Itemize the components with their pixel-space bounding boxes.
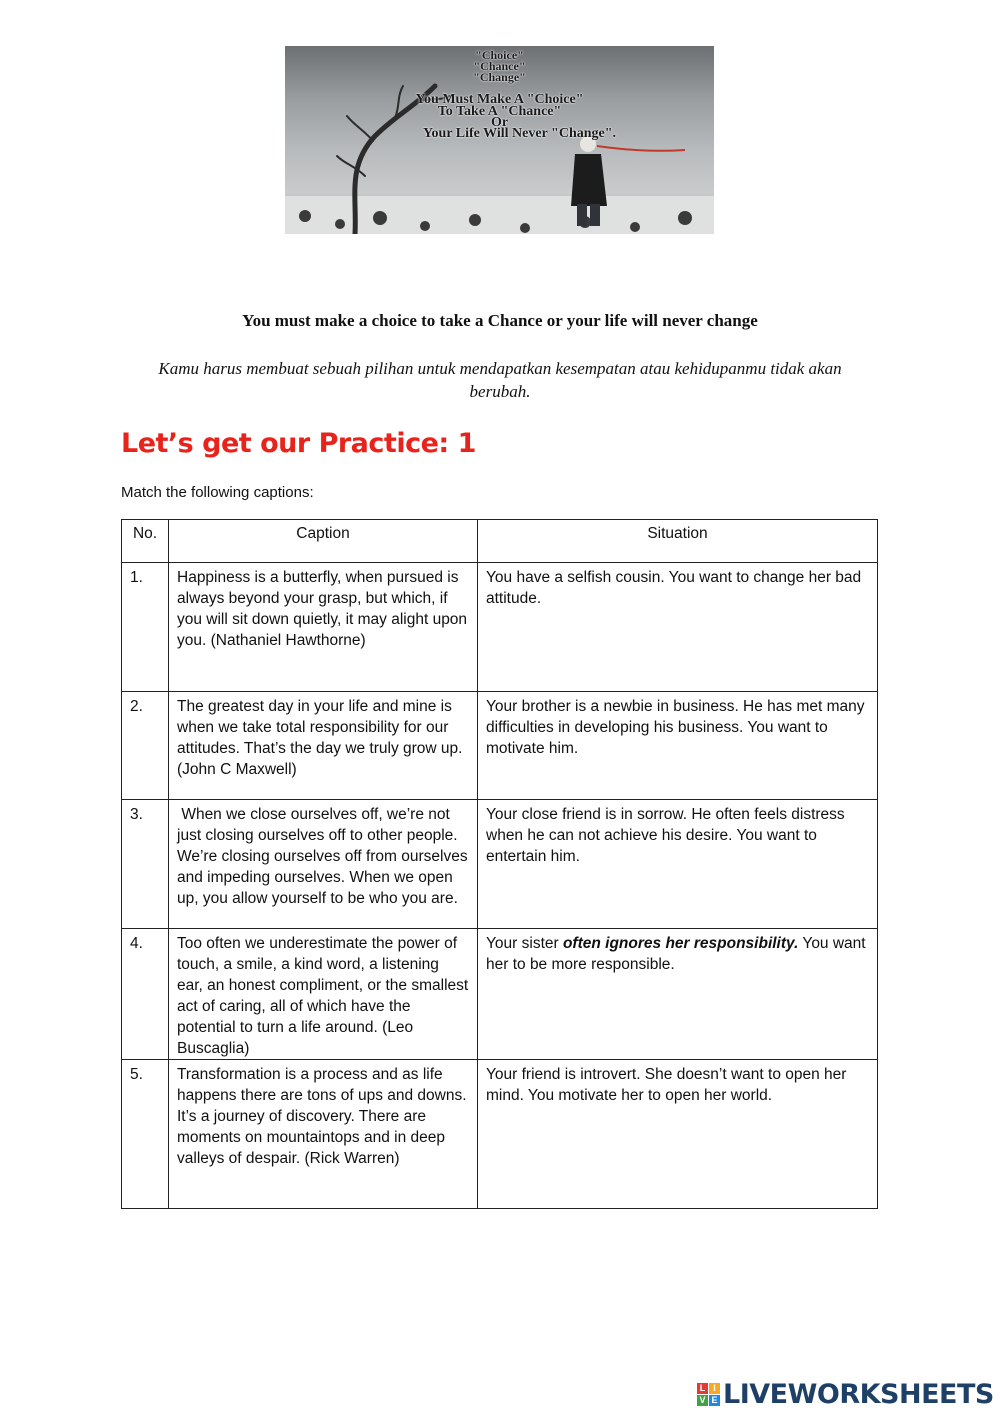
logo-mark-e: E xyxy=(709,1395,720,1406)
instruction-text: Match the following captions: xyxy=(121,484,314,501)
poster-line-2: To Take A "Chance" xyxy=(437,104,562,119)
row-number: 2. xyxy=(122,692,169,800)
caption-cell: Transformation is a process and as life happens there are tons of ups and downs. It’s a journey of discovery. There are moments on mountaintops and in deep valleys of despair. (Rick Warren) xyxy=(169,1060,478,1209)
caption-cell: Too often we underestimate the power of touch, a smile, a kind word, a listening ear, an honest compliment, or the smallest act of caring, all of which have the potential to turn a life around. (Leo Buscaglia) xyxy=(169,929,478,1060)
table-row xyxy=(122,692,878,800)
logo-mark-icon xyxy=(697,1383,720,1406)
poster-line-1: You Must Make A "Choice" xyxy=(415,92,584,107)
header-situation: Situation xyxy=(478,520,878,563)
situation-cell: Your friend is introvert. She doesn’t want to open her mind. You motivate her to open her world. xyxy=(478,1060,878,1209)
matching-table xyxy=(121,519,878,1209)
poster-word-chance: "Chance" xyxy=(473,59,526,73)
situation-cell: Your brother is a newbie in business. He has met many difficulties in developing his business. You want to motivate him. xyxy=(478,692,878,800)
row-number: 1. xyxy=(122,563,169,692)
motivational-poster-image xyxy=(285,46,714,234)
table-row xyxy=(122,800,878,929)
situation-text-start: Your sister xyxy=(486,935,563,952)
table-header-row xyxy=(122,520,878,563)
poster-word-choice: "Choice" xyxy=(475,48,524,62)
table-row xyxy=(122,563,878,692)
poster-word-change: "Change" xyxy=(473,70,526,84)
logo-mark-i: I xyxy=(709,1383,720,1394)
table-row xyxy=(122,929,878,1060)
row-number: 5. xyxy=(122,1060,169,1209)
caption-cell: The greatest day in your life and mine is when we take total responsibility for our attitudes. That’s the day we truly grow up. (John C Maxwell) xyxy=(169,692,478,800)
caption-cell: When we close ourselves off, we’re not just closing ourselves off to other people. We’re closing ourselves off from ourselves and impeding ourselves. When we open up, you allow yourself to be who you are. xyxy=(169,800,478,929)
poster-line-3: Or xyxy=(490,115,509,130)
table-row xyxy=(122,1060,878,1209)
situation-emphasis: often ignores her responsibility. xyxy=(562,935,799,952)
row-number: 3. xyxy=(122,800,169,929)
snowy-ground xyxy=(285,196,714,234)
situation-cell: You have a selfish cousin. You want to change her bad attitude. xyxy=(478,563,878,692)
english-caption: You must make a choice to take a Chance or your life will never change xyxy=(242,311,758,330)
indonesian-caption: Kamu harus membuat sebuah pilihan untuk mendapatkan kesempatan atau kehidupanmu tidak akan berubah. xyxy=(158,359,842,401)
row-number: 4. xyxy=(122,929,169,1060)
situation-cell xyxy=(478,929,878,1060)
caption-cell: Happiness is a butterfly, when pursued is always beyond your grasp, but which, if you will sit down quietly, it may alight upon you. (Nathaniel Hawthorne) xyxy=(169,563,478,692)
practice-heading: Let’s get our Practice: 1 xyxy=(121,428,476,459)
header-caption: Caption xyxy=(169,520,478,563)
logo-mark-l: L xyxy=(697,1383,708,1394)
header-no: No. xyxy=(122,520,169,563)
liveworksheets-logo[interactable] xyxy=(697,1378,994,1410)
situation-text-end: You want her to be more responsible. xyxy=(486,935,866,973)
logo-wordmark: LIVEWORKSHEETS xyxy=(723,1378,994,1410)
poster-line-4: Your Life Will Never "Change". xyxy=(422,126,616,141)
situation-cell: Your close friend is in sorrow. He often feels distress when he can not achieve his desire. You want to entertain him. xyxy=(478,800,878,929)
logo-mark-v: V xyxy=(697,1395,708,1406)
